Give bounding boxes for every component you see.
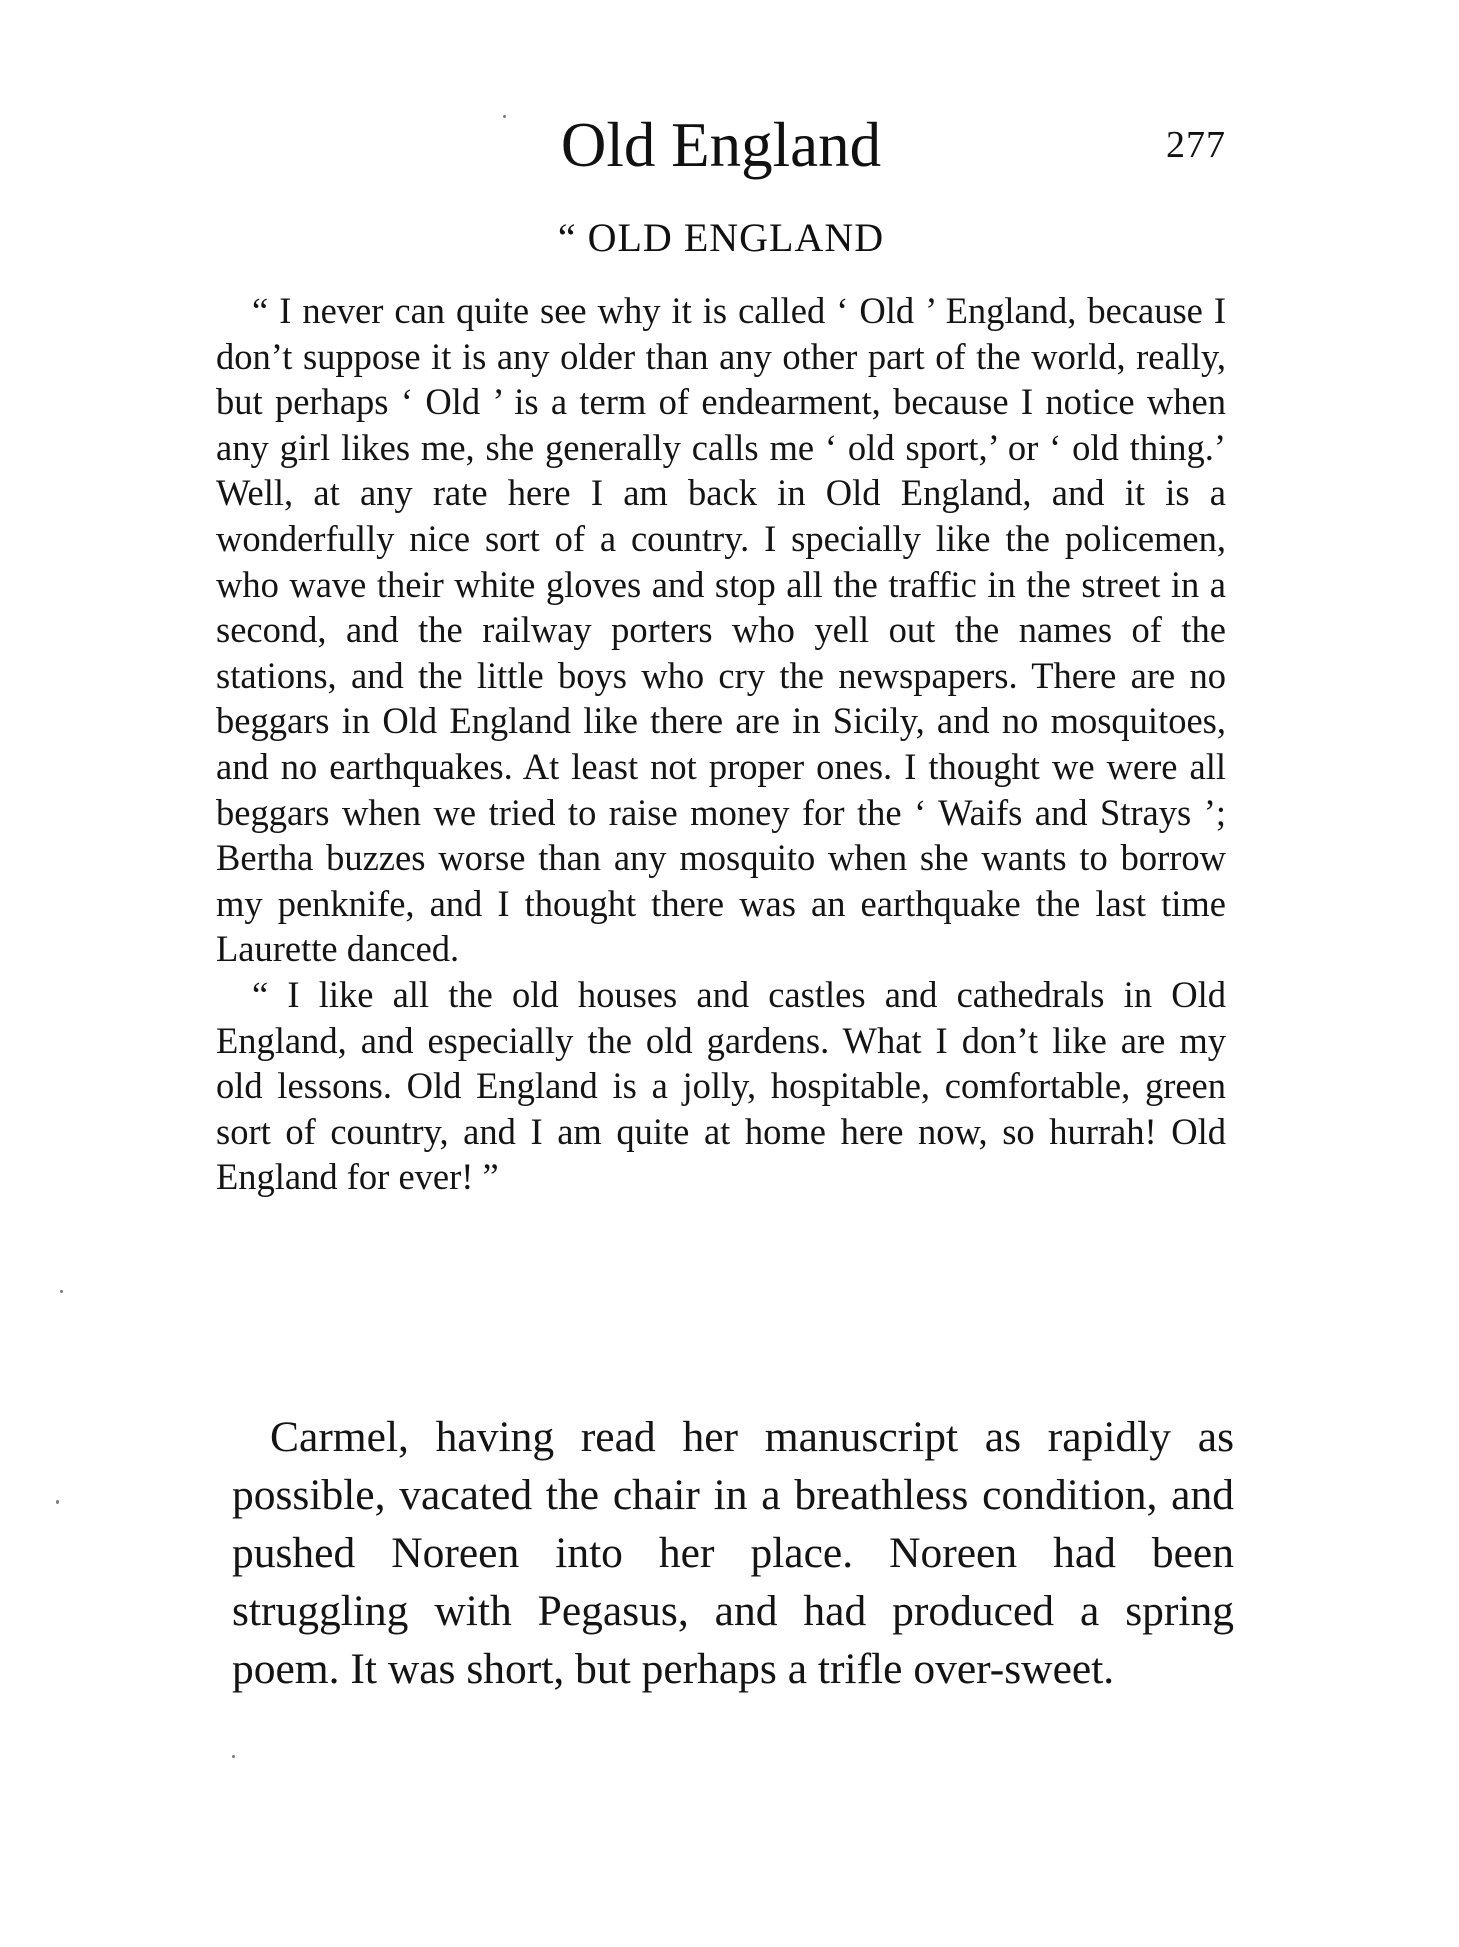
running-head xyxy=(216,105,1226,185)
letter-text xyxy=(216,288,1226,1200)
scan-speck xyxy=(56,1500,59,1504)
scan-speck xyxy=(503,115,506,118)
letter-paragraph: “ I like all the old houses and castles and cathedrals in Old England, and especially the old gardens. What I don’t like are my old lessons. Old England is a jolly, hospitable, comfortable, green sort of country, and I am quite at home here now, so hurrah! Old England for ever! ” xyxy=(216,973,1226,1198)
page-number: 277 xyxy=(1166,124,1226,166)
section-heading: “ OLD ENGLAND xyxy=(557,215,885,260)
narrative-text xyxy=(232,1408,1234,1698)
narrative-paragraph: Carmel, having read her manuscript as rapidly as possible, vacated the chair in a breathless condition, and pushed Noreen into her place. Noreen had been struggling with Pegasus, and had produced a spring poem. It was short, but perhaps a trifle over-sweet. xyxy=(232,1413,1234,1693)
scan-speck xyxy=(232,1755,235,1758)
running-title: Old England xyxy=(560,110,882,180)
scan-speck xyxy=(60,1290,63,1293)
letter-paragraph: “ I never can quite see why it is called ‘ Old ’ England, because I don’t suppose it is any older than any other part of the world, really, but perhaps ‘ Old ’ is a term of endearment, because I notice when any girl likes me, she generally calls me ‘ old sport,’ or ‘ old thing.’ Well, at any rate here I am back in Old England, and it is a wonderfully nice sort of a country. I specially like the policemen, who wave their white gloves and stop all the traffic in the street in a second, and the railway porters who yell out the names of the stations, and the little boys who cry the newspapers. There are no beggars in Old England like there are in Sicily, and no mosquitoes, and no earthquakes. At least not proper ones. I thought we were all beggars when we tried to raise money for the ‘ Waifs and Strays ’; Bertha buzzes worse than any mosquito when she wants to borrow my penknife, and I thought there was an earthquake the last time Laurette danced. xyxy=(216,290,1226,970)
